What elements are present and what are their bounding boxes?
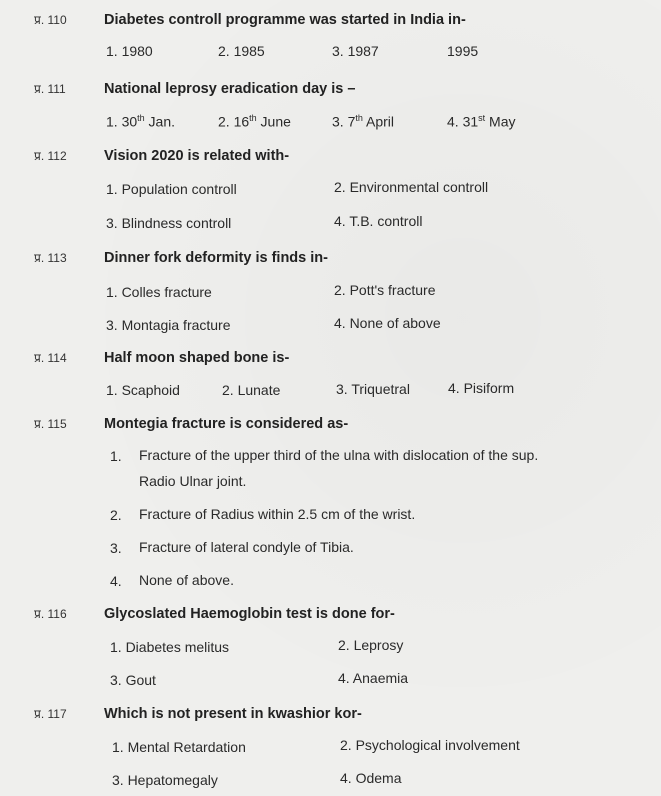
option-number: 1. [110,448,122,464]
option: 3. Triquetral [336,381,410,397]
option: 1. Diabetes melitus [110,639,230,655]
option [218,113,291,130]
option: 3. 1987 [332,43,379,59]
option: 3. Hepatomegaly [112,772,218,788]
option: 4. Anaemia [338,670,409,686]
option [332,113,394,130]
option-text: 3. 7 [332,113,356,130]
option: None of above. [139,572,234,588]
question-115 [34,415,348,433]
option-text: 2. 16 [218,113,250,130]
question-110 [34,11,466,29]
option: 1. Population controll [106,181,237,197]
option: 3. Gout [110,672,156,688]
option: 1. Colles fracture [106,284,212,300]
question-number: प्र. 117 [34,707,67,722]
question-number: प्र. 116 [34,607,67,622]
question-text: Vision 2020 is related with- [104,147,290,164]
question-114 [34,349,289,367]
option: 1. Scaphoid [106,382,180,398]
question-number: प्र. 110 [34,13,67,28]
option: Fracture of Radius within 2.5 cm of the wrist. [139,506,416,522]
option-number: 3. [110,540,122,556]
question-text: Which is not present in kwashior kor- [104,705,362,722]
option: 4. Pisiform [448,380,515,396]
option: 1. 1980 [106,43,153,59]
option: 2. Pott's fracture [334,282,436,298]
option: 2. Environmental controll [334,179,489,195]
option: 1995 [447,43,479,59]
question-113 [34,249,328,267]
question-116 [34,605,395,623]
option: Fracture of the upper third of the ulna with dislocation of the sup. [139,447,539,463]
option-text: Jan. [144,113,176,130]
option: 2. Lunate [222,382,281,398]
option: 4. T.B. controll [334,213,423,229]
option: 2. Leprosy [338,637,404,653]
option-continuation: Radio Ulnar joint. [139,473,247,489]
question-112 [34,147,289,165]
option: 3. Blindness controll [106,215,232,231]
option-superscript: th [249,113,257,123]
question-number: प्र. 115 [34,417,67,432]
question-number: प्र. 114 [34,351,67,366]
option: 3. Montagia fracture [106,317,231,333]
question-text: Montegia fracture is considered as- [104,415,349,432]
option [106,113,175,130]
option: 1. Mental Retardation [112,739,246,755]
option-text: 4. 31 [447,113,479,130]
question-111 [34,80,355,98]
option-text: 1. 30 [106,113,138,130]
option: Fracture of lateral condyle of Tibia. [139,539,354,555]
question-text: Diabetes controll programme was started in India in- [104,11,466,28]
option-text: April [362,113,394,130]
question-text: Dinner fork deformity is finds in- [104,249,328,266]
option-superscript: st [478,113,486,123]
question-117 [34,705,362,723]
option: 4. None of above [334,315,441,331]
option-superscript: th [355,113,363,123]
option: 4. Odema [340,770,402,786]
option-number: 4. [110,573,122,589]
option-text: May [485,113,516,130]
option-text: June [256,113,291,130]
option-superscript: th [137,113,145,123]
option: 2. Psychological involvement [340,737,520,753]
option: 2. 1985 [218,43,265,59]
question-number: प्र. 113 [34,251,67,266]
option-number: 2. [110,507,122,523]
question-text: National leprosy eradication day is – [104,80,356,97]
option [447,113,516,130]
question-text: Half moon shaped bone is- [104,349,290,366]
question-number: प्र. 111 [34,82,66,97]
question-text: Glycoslated Haemoglobin test is done for- [104,605,395,622]
question-number: प्र. 112 [34,149,67,164]
